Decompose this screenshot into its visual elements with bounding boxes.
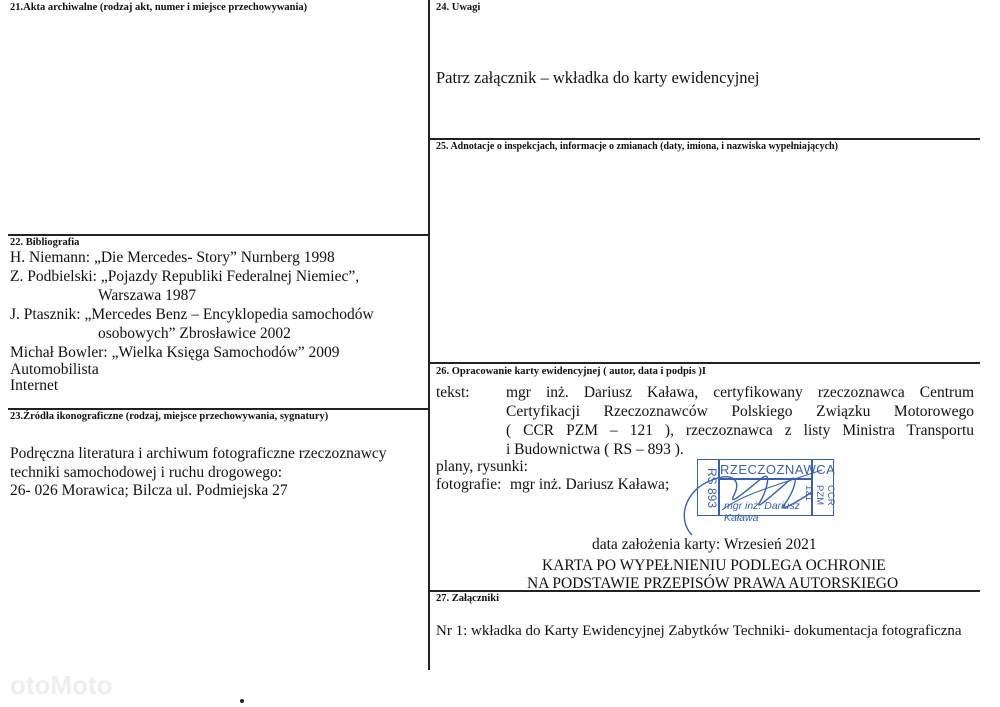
section-21-heading: 21.Akta archiwalne (rodzaj akt, numer i miejsce przechowywania) <box>10 2 308 13</box>
watermark: otoMoto <box>10 670 113 700</box>
bibliography-line: Z. Podbielski: „Pojazdy Republiki Federalnej Niemiec”, <box>10 268 360 285</box>
iconography-line: 26- 026 Morawica; Bilcza ul. Podmiejska 27 <box>10 482 288 499</box>
stamp-left-text: RS 893 <box>705 467 720 509</box>
bibliography-line: J. Ptasznik: „Mercedes Benz – Encyklopedia samochodów <box>10 306 374 323</box>
section-27-text: Nr 1: wkładka do Karty Ewidencyjnej Zabytków Techniki- dokumentacja fotograficzna <box>436 623 962 639</box>
center-divider <box>428 0 430 670</box>
section-26-heading: 26. Opracowanie karty ewidencyjnej ( autor, data i podpis )I <box>436 366 706 377</box>
section-25-heading: 25. Adnotacje o inspekcjach, informacje o zmianach (daty, imiona, i nazwiska wypełniających) <box>436 141 838 152</box>
signature <box>672 450 832 545</box>
stamp-right-text: CCR PZM 121 <box>803 485 836 506</box>
stamp-name: mgr inż. Dariusz Kaława <box>724 500 800 524</box>
bibliography-line: Automobilista <box>10 361 99 378</box>
bibliography-line: osobowych” Zbrosławice 2002 <box>98 325 291 342</box>
section-24-text: Patrz załącznik – wkładka do karty ewidencyjnej <box>436 68 760 87</box>
divider-22-23 <box>8 408 428 410</box>
tekst-line: i Budownictwa ( RS – 893 ). <box>506 441 684 458</box>
tekst-line: ( CCR PZM – 121 ), rzeczoznawca z listy Ministra Transportu <box>506 422 974 439</box>
copyright-notice-1: KARTA PO WYPEŁNIENIU PODLEGA OCHRONIE <box>542 557 886 574</box>
tekst-line: Certyfikacji Rzeczoznawców Polskiego Związku Motorowego <box>506 403 974 420</box>
bibliography-line: Warszawa 1987 <box>98 287 197 304</box>
iconography-line: techniki samochodowej i ruchu drogowego: <box>10 464 283 481</box>
plany-label: plany, rysunki: <box>436 458 528 475</box>
date-line: data założenia karty: Wrzesień 2021 <box>592 536 817 553</box>
iconography-line: Podręczna literatura i archiwum fotograficzne rzeczoznawcy <box>10 445 387 462</box>
divider-24-25 <box>428 138 980 140</box>
fotografie-value: mgr inż. Dariusz Kaława; <box>510 476 670 493</box>
bibliography-line: Michał Bowler: „Wielka Księga Samochodów” 2009 <box>10 344 340 361</box>
section-22-heading: 22. Bibliografia <box>10 237 80 248</box>
divider-25-26 <box>428 362 980 364</box>
bibliography-line: H. Niemann: „Die Mercedes- Story” Nurnberg 1998 <box>10 249 335 266</box>
section-24-heading: 24. Uwagi <box>436 2 481 13</box>
section-23-heading: 23.Źródła ikonograficzne (rodzaj, miejsce przechowywania, sygnatury) <box>10 411 329 422</box>
copyright-notice-2: NA PODSTAWIE PRZEPISÓW PRAWA AUTORSKIEGO <box>527 575 899 592</box>
fotografie-label: fotografie: <box>436 476 502 493</box>
section-27-heading: 27. Załączniki <box>436 593 500 604</box>
stamp-title: RZECZOZNAWCA <box>720 462 836 477</box>
bibliography-line: Internet <box>10 377 59 394</box>
tekst-line: mgr inż. Dariusz Kaława, certyfikowany rzeczoznawca Centrum <box>506 384 974 401</box>
scan-dot <box>240 699 244 703</box>
tekst-label: tekst: <box>436 384 470 401</box>
divider-21-22 <box>8 234 428 236</box>
